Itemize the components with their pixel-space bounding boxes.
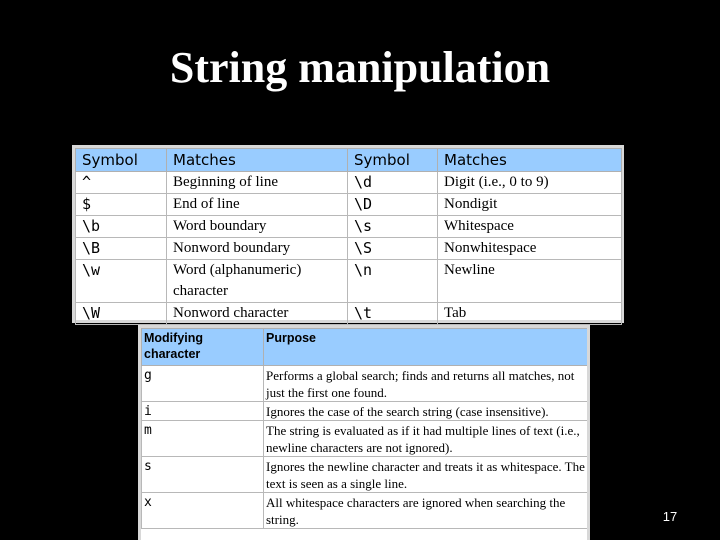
symbol-cell: \s [348,216,438,238]
symbol-cell: \d [348,172,438,194]
matches-cell: Tab [438,303,622,325]
header-matches-2: Matches [438,149,622,172]
modifier-cell: m [142,421,264,457]
matches-cell: Nonwhitespace [438,238,622,260]
purpose-cell: Ignores the case of the search string (case insensitive). [264,402,588,421]
table-row [142,421,588,457]
matches-cell: Digit (i.e., 0 to 9) [438,172,622,194]
table-header-row [76,149,622,172]
table-row [142,402,588,421]
symbol-cell: \W [76,303,167,325]
table-header-row [142,329,588,366]
symbol-cell: \B [76,238,167,260]
modifier-cell: g [142,366,264,402]
symbol-cell: \S [348,238,438,260]
header-symbol-1: Symbol [76,149,167,172]
purpose-cell: All whitespace characters are ignored when searching the string. [264,493,588,529]
modifier-cell: i [142,402,264,421]
matches-cell: Nonword boundary [167,238,348,260]
matches-cell: Word (alphanumeric) character [167,260,348,303]
symbol-cell: \t [348,303,438,325]
symbol-cell: ^ [76,172,167,194]
table-row [76,194,622,216]
header-purpose: Purpose [264,329,588,366]
symbol-cell: $ [76,194,167,216]
matches-cell: End of line [167,194,348,216]
purpose-cell: The string is evaluated as if it had multiple lines of text (i.e., newline characters are not ignored). [264,421,588,457]
header-modifying-character: Modifying character [142,329,264,366]
table-row [76,172,622,194]
purpose-cell: Performs a global search; finds and returns all matches, not just the first one found. [264,366,588,402]
header-symbol-2: Symbol [348,149,438,172]
matches-cell: Beginning of line [167,172,348,194]
symbol-cell: \D [348,194,438,216]
table-row [76,238,622,260]
page-number: 17 [662,509,678,524]
table-row [76,216,622,238]
table-row [142,493,588,529]
modifier-cell: s [142,457,264,493]
matches-cell: Newline [438,260,622,303]
slide-title: String manipulation [169,43,551,92]
table-row [76,260,622,303]
matches-cell: Nondigit [438,194,622,216]
table-row [142,457,588,493]
table-row [76,303,622,325]
matches-cell: Word boundary [167,216,348,238]
purpose-cell: Ignores the newline character and treats it as whitespace. The text is seen as a single line. [264,457,588,493]
modifier-cell: x [142,493,264,529]
symbol-cell: \w [76,260,167,303]
modifiers-table [138,325,590,540]
table-row [142,366,588,402]
symbol-cell: \b [76,216,167,238]
symbols-table [72,145,624,323]
header-matches-1: Matches [167,149,348,172]
matches-cell: Whitespace [438,216,622,238]
symbol-cell: \n [348,260,438,303]
matches-cell: Nonword character [167,303,348,325]
